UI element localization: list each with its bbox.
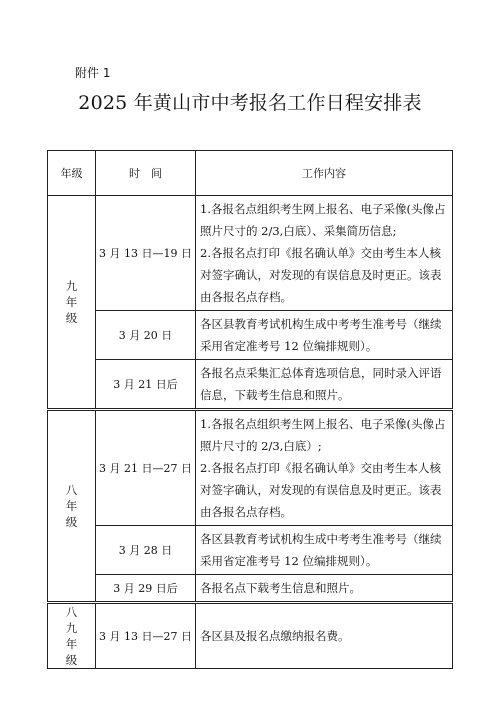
header-grade: 年级 xyxy=(48,151,96,196)
table-row xyxy=(48,603,453,669)
time-cell: 3 月 21 日后 xyxy=(96,360,196,410)
schedule-table xyxy=(47,150,453,669)
table-row xyxy=(48,526,453,575)
grade-cell-eight: 八 年 级 xyxy=(48,410,96,603)
time-cell: 3 月 29 日后 xyxy=(96,575,196,603)
content-cell: 各区县及报名点缴纳报名费。 xyxy=(196,603,453,669)
attachment-label: 附件 1 xyxy=(75,66,111,80)
content-cell: 各区县教育考试机构生成中考考生准考号（继续 采用省定准考号 12 位编排规则）。 xyxy=(196,526,453,575)
time-cell: 3 月 13 日—19 日 xyxy=(96,196,196,311)
content-cell: 1.各报名点组织考生网上报名、电子采像(头像占 照片尺寸的 2/3,白底）; 2.各报名点打印《报名确认单》交由考生本人核 对签字确认，对发现的有误信息及时更正。该表 由各报名点存档。 xyxy=(196,410,453,526)
time-cell: 3 月 21 日—27 日 xyxy=(96,410,196,526)
content-cell: 各区县教育考试机构生成中考考生准考号（继续 采用省定准考号 12 位编排规则）。 xyxy=(196,311,453,360)
table-row xyxy=(48,311,453,360)
content-cell: 1.各报名点组织考生网上报名、电子采像(头像占 照片尺寸的 2/3,白底）、采集简历信息; 2.各报名点打印《报名确认单》交由考生本人核 对签字确认，对发现的有误信息及时更正。该表 由各报名点存档。 xyxy=(196,196,453,311)
header-time: 时 间 xyxy=(96,151,196,196)
table-row xyxy=(48,575,453,603)
grade-cell-nine: 九 年 级 xyxy=(48,196,96,410)
table-row xyxy=(48,410,453,526)
grade-cell-eight-nine: 八 九 年 级 xyxy=(48,603,96,669)
table-row xyxy=(48,360,453,410)
time-cell: 3 月 28 日 xyxy=(96,526,196,575)
header-content: 工作内容 xyxy=(196,151,453,196)
content-cell: 各报名点下载考生信息和照片。 xyxy=(196,575,453,603)
time-cell: 3 月 13 日—27 日 xyxy=(96,603,196,669)
table-row xyxy=(48,196,453,311)
time-cell: 3 月 20 日 xyxy=(96,311,196,360)
content-cell: 各报名点采集汇总体育选项信息，同时录入评语 信息，下载考生信息和照片。 xyxy=(196,360,453,410)
page-title: 2025 年黄山市中考报名工作日程安排表 xyxy=(78,92,422,114)
table-header-row xyxy=(48,151,453,196)
